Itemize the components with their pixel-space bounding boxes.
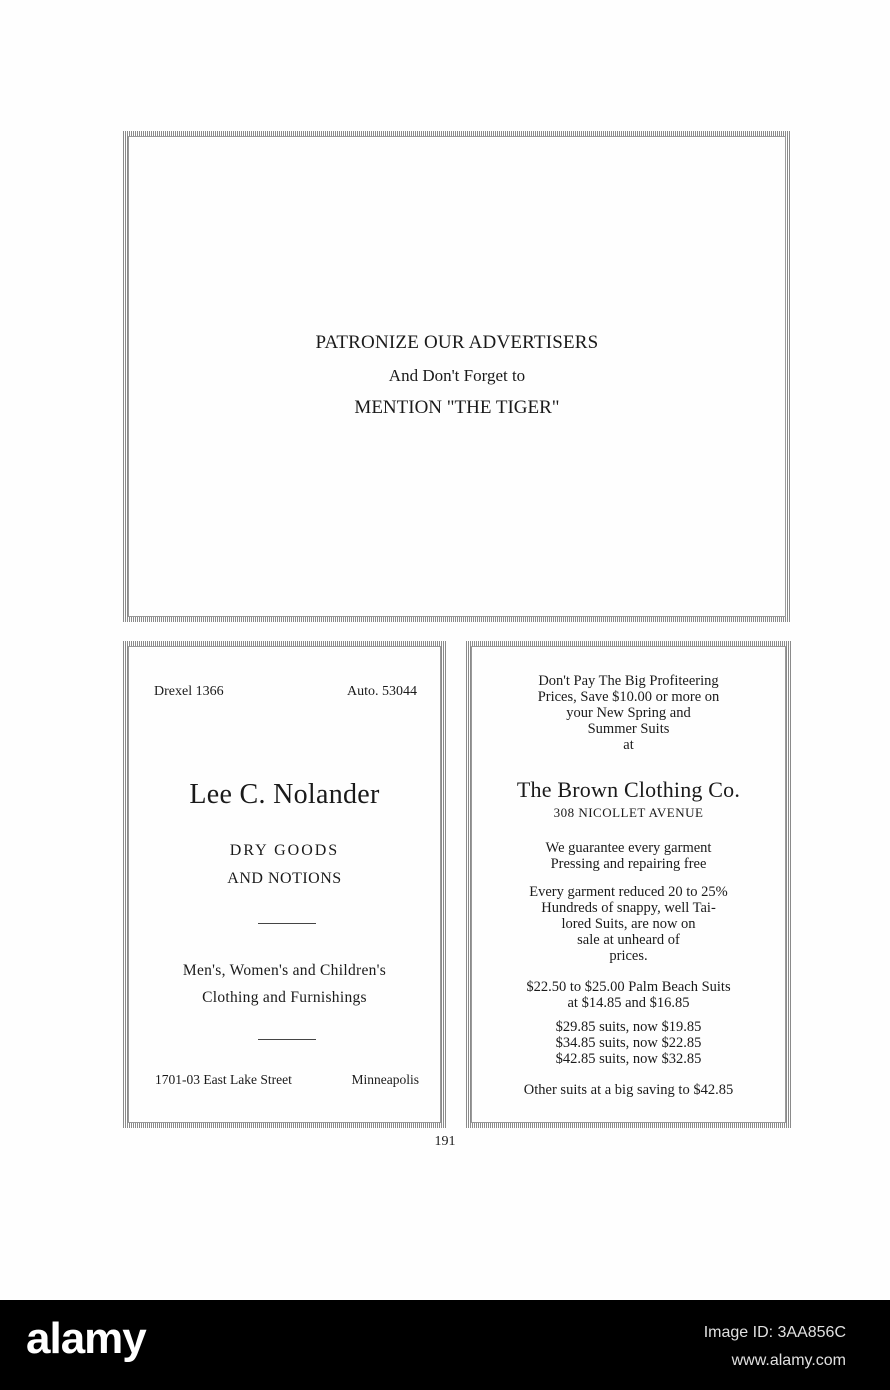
- suit-price-list: [471, 1019, 786, 1067]
- text-line: prices.: [609, 948, 648, 964]
- text-line: your New Spring and: [566, 705, 691, 721]
- address-row: [155, 1072, 419, 1088]
- merchant-name: Lee C. Nolander: [189, 779, 380, 810]
- phone-drexel: Drexel 1366: [154, 684, 224, 699]
- text-line: Summer Suits: [587, 721, 670, 737]
- divider-rule: [258, 923, 316, 924]
- text-line: sale at unheard of: [577, 932, 680, 948]
- advertisers-notice-box: [123, 131, 791, 622]
- text-line: Hundreds of snappy, well Tai-: [541, 900, 716, 916]
- text-line: lored Suits, are now on: [561, 916, 696, 932]
- nolander-ad-box: [123, 641, 446, 1128]
- street-address: 1701-03 East Lake Street: [155, 1072, 292, 1087]
- image-id: Image ID: 3AA856C: [703, 1324, 846, 1341]
- palm-beach-text: [471, 979, 786, 1011]
- intro-text: [471, 673, 786, 753]
- alamy-logo: alamy: [26, 1314, 146, 1363]
- other-suits-text: Other suits at a big saving to $42.85: [523, 1082, 734, 1098]
- site-url: www.alamy.com: [731, 1352, 846, 1369]
- reduction-text: [471, 884, 786, 964]
- company-address: 308 NICOLLET AVENUE: [553, 805, 704, 820]
- page-number: 191: [434, 1134, 456, 1149]
- notice-line-2: And Don't Forget to: [388, 366, 526, 385]
- dry-goods-line: DRY GOODS: [229, 842, 340, 859]
- price-line: $42.85 suits, now $32.85: [555, 1051, 702, 1067]
- company-name: The Brown Clothing Co.: [516, 777, 741, 802]
- price-line: $34.85 suits, now $22.85: [555, 1035, 702, 1051]
- divider-rule: [258, 1039, 316, 1040]
- clothing-line-2: Clothing and Furnishings: [202, 989, 367, 1006]
- notions-line: AND NOTIONS: [227, 870, 342, 887]
- guarantee-text: [471, 840, 786, 872]
- text-line: Don't Pay The Big Profiteering: [538, 673, 719, 689]
- text-line: at $14.85 and $16.85: [567, 995, 690, 1011]
- text-line: Every garment reduced 20 to 25%: [529, 884, 728, 900]
- text-line: We guarantee every garment: [545, 840, 712, 856]
- price-line: $29.85 suits, now $19.85: [555, 1019, 702, 1035]
- clothing-line-1: Men's, Women's and Children's: [182, 962, 387, 979]
- notice-line-1: PATRONIZE OUR ADVERTISERS: [315, 332, 599, 353]
- watermark-footer: [0, 1300, 890, 1390]
- brown-clothing-ad-box: [466, 641, 791, 1128]
- text-line: $22.50 to $25.00 Palm Beach Suits: [526, 979, 731, 995]
- text-line: Pressing and repairing free: [550, 856, 707, 872]
- city: Minneapolis: [351, 1072, 419, 1087]
- phone-row: [154, 684, 417, 700]
- notice-line-3: MENTION "THE TIGER": [354, 397, 560, 418]
- clothing-description: [128, 957, 441, 1011]
- text-line: at: [623, 737, 634, 753]
- text-line: Prices, Save $10.00 or more on: [537, 689, 720, 705]
- phone-auto: Auto. 53044: [347, 684, 417, 699]
